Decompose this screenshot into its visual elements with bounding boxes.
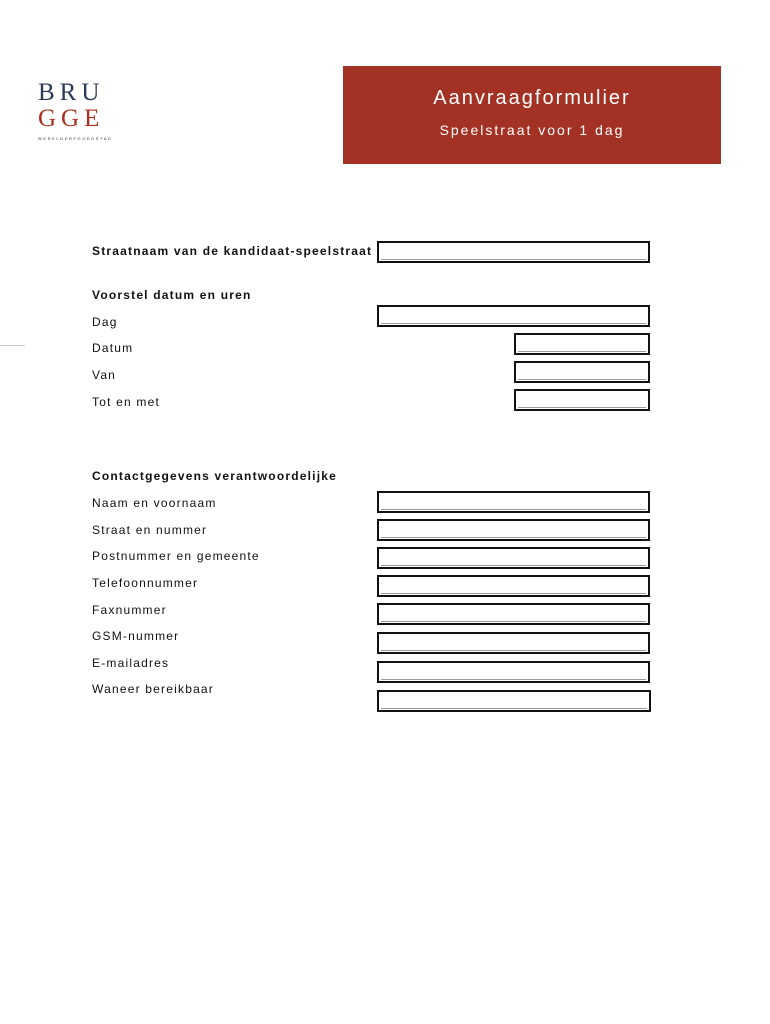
gsm-label: GSM-nummer bbox=[92, 629, 180, 643]
logo-line-2: GGE bbox=[38, 105, 105, 132]
postcode-city-label: Postnummer en gemeente bbox=[92, 549, 260, 563]
day-input[interactable] bbox=[377, 305, 650, 327]
date-input[interactable] bbox=[514, 333, 650, 355]
name-input[interactable] bbox=[377, 491, 650, 513]
street-input[interactable] bbox=[377, 241, 650, 263]
street-number-input[interactable] bbox=[377, 519, 650, 541]
logo-line-1: BRU bbox=[38, 79, 105, 106]
street-label: Straatnaam van de kandidaat-speelstraat bbox=[92, 244, 373, 258]
brugge-logo bbox=[38, 80, 112, 141]
date-label: Datum bbox=[92, 341, 134, 355]
postcode-city-input[interactable] bbox=[377, 547, 650, 569]
logo-tagline: WERELDERFGOEDSTAD bbox=[38, 136, 113, 141]
fold-mark bbox=[0, 345, 25, 346]
email-label: E-mailadres bbox=[92, 656, 170, 670]
day-label: Dag bbox=[92, 315, 118, 329]
from-label: Van bbox=[92, 368, 117, 382]
form-title: Aanvraagformulier bbox=[433, 87, 631, 109]
fax-label: Faxnummer bbox=[92, 603, 167, 617]
reachable-label: Waneer bereikbaar bbox=[92, 682, 215, 696]
street-number-label: Straat en nummer bbox=[92, 523, 208, 537]
date-section-heading: Voorstel datum en uren bbox=[92, 288, 252, 302]
phone-input[interactable] bbox=[377, 575, 650, 597]
contact-section-heading: Contactgegevens verantwoordelijke bbox=[92, 469, 337, 483]
reachable-input[interactable] bbox=[377, 690, 651, 712]
form-header bbox=[343, 66, 721, 164]
form-subtitle: Speelstraat voor 1 dag bbox=[439, 122, 625, 138]
gsm-input[interactable] bbox=[377, 632, 650, 654]
fax-input[interactable] bbox=[377, 603, 650, 625]
email-input[interactable] bbox=[377, 661, 650, 683]
until-time-input[interactable] bbox=[514, 389, 650, 411]
name-label: Naam en voornaam bbox=[92, 496, 217, 510]
phone-label: Telefoonnummer bbox=[92, 576, 199, 590]
until-label: Tot en met bbox=[92, 395, 161, 409]
from-time-input[interactable] bbox=[514, 361, 650, 383]
